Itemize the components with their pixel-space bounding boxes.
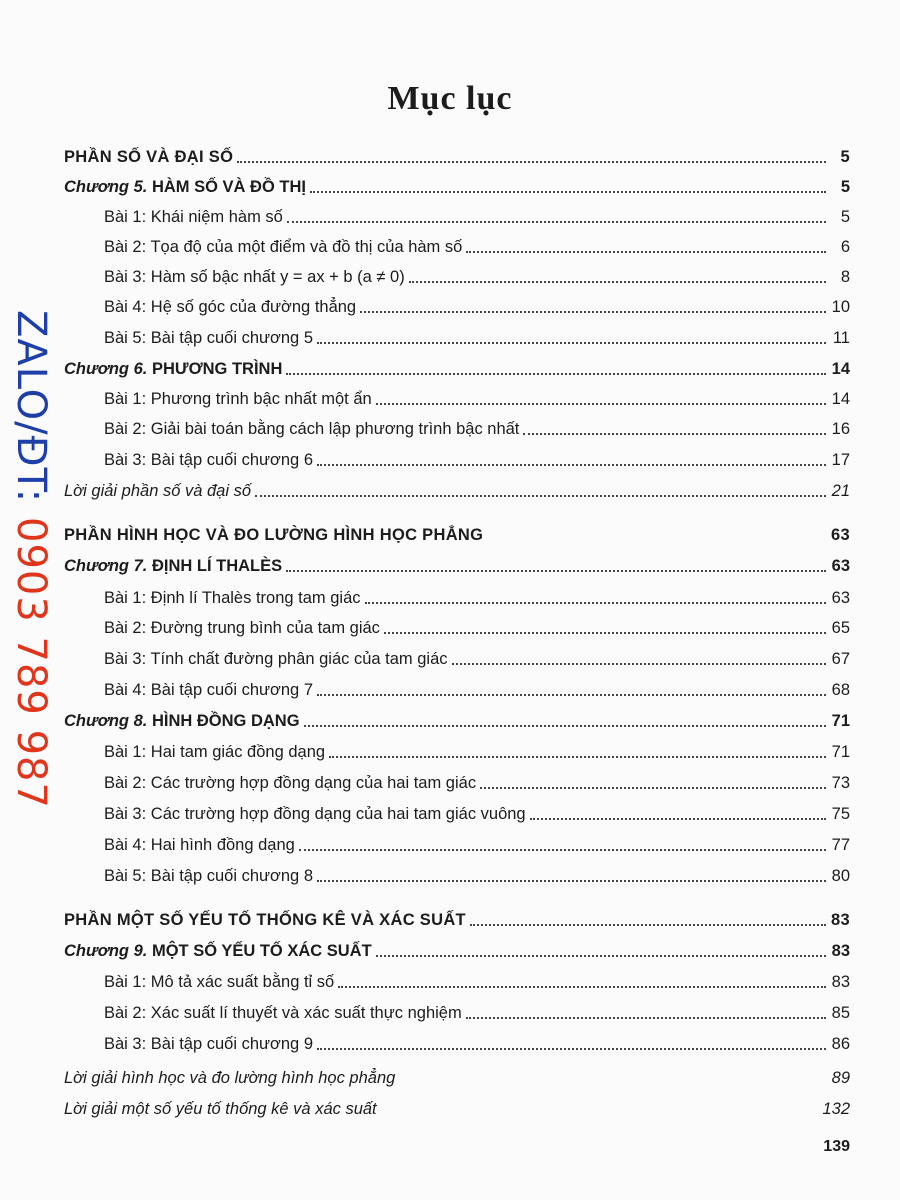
page-number: 139	[823, 1138, 850, 1155]
toc-entry-page: 11	[832, 329, 850, 347]
toc-entry-text: Bài 3: Các trường hợp đồng dạng của hai tam giác vuông	[104, 805, 526, 823]
dot-leader	[286, 372, 826, 375]
toc-entry-text: Bài 1: Định lí Thalès trong tam giác	[104, 589, 361, 607]
dot-leader	[365, 601, 827, 604]
toc-entry-text: Bài 2: Đường trung bình của tam giác	[104, 619, 380, 637]
toc-entry-text: Lời giải phần số và đại số	[64, 482, 252, 500]
toc-entry-page: 67	[831, 650, 850, 668]
dot-leader	[376, 402, 826, 405]
toc-entry-label	[64, 556, 282, 576]
dot-leader	[376, 954, 826, 957]
toc-entry-lesson-bai-1-phuong-trinh-bac-nhat-mot-an	[104, 379, 850, 409]
toc-entry-text: Bài 5: Bài tập cuối chương 5	[104, 329, 313, 347]
toc-entry-lesson-bai-4-hai-hinh-dong-dang	[104, 825, 850, 855]
toc-entry-label	[104, 972, 334, 992]
toc-entry-lesson-bai-3-ham-so-bac-nhat-y-ax-b-a-0	[104, 257, 850, 287]
toc-entry-text: Bài 1: Mô tả xác suất bằng tỉ số	[104, 973, 335, 991]
toc-entry-lesson-bai-2-duong-trung-binh-cua-tam-giac	[104, 608, 850, 638]
dot-leader	[384, 631, 826, 634]
toc-entry-text: Bài 3: Tính chất đường phân giác của tam giác	[104, 650, 448, 668]
toc-entry-text: Bài 2: Xác suất lí thuyết và xác suất thực nghiệm	[104, 1004, 462, 1022]
toc-entry-label	[104, 1003, 462, 1023]
toc-entry-text: Bài 4: Hai hình đồng dạng	[104, 836, 295, 854]
watermark-phone: 0903 789 987	[8, 517, 54, 810]
toc-entry-chapter-mot-so-yeu-to-xac-suat	[64, 931, 850, 961]
toc-entry-lesson-bai-5-bai-tap-cuoi-chuong-5	[104, 318, 850, 348]
toc-entry-lesson-bai-2-toa-do-cua-mot-diem-va-do-thi-cua-	[104, 227, 850, 257]
toc-entry-text: Bài 3: Bài tập cuối chương 9	[104, 1035, 313, 1053]
toc-entry-text: MỘT SỐ YẾU TỐ XÁC SUẤT	[151, 942, 372, 960]
toc-entry-lesson-bai-1-mo-ta-xac-suat-bang-ti-so	[104, 962, 850, 992]
toc-entry-text: Bài 2: Các trường hợp đồng dạng của hai tam giác	[104, 774, 477, 792]
toc-entry-page: 65	[831, 619, 850, 637]
dot-leader	[329, 755, 826, 758]
toc-entry-label	[104, 618, 380, 638]
toc-entry-label	[64, 177, 306, 197]
toc-entry-text: Bài 2: Tọa độ của một điểm và đồ thị của hàm số	[104, 238, 463, 256]
toc-entry-text: Bài 3: Bài tập cuối chương 6	[104, 451, 313, 469]
dot-leader	[466, 250, 826, 253]
toc-entry-text: PHẦN SỐ VÀ ĐẠI SỐ	[64, 148, 234, 166]
toc-entry-page: 83	[831, 911, 850, 929]
toc-entry-label	[64, 711, 300, 731]
dot-leader	[286, 569, 826, 572]
toc-entry-text: PHƯƠNG TRÌNH	[151, 360, 283, 378]
dot-leader	[299, 848, 826, 851]
toc-entry-lesson-bai-2-giai-bai-toan-bang-cach-lap-phuong	[104, 409, 850, 439]
toc-entry-text: PHẦN HÌNH HỌC VÀ ĐO LƯỜNG HÌNH HỌC PHẲNG	[64, 526, 484, 544]
dot-leader	[480, 786, 826, 789]
toc-entry-lesson-bai-4-he-so-goc-cua-duong-thang	[104, 287, 850, 317]
toc-entry-text: Lời giải một số yếu tố thống kê và xác suất	[64, 1100, 377, 1118]
chapter-prefix: Chương 9.	[64, 942, 148, 960]
toc-entry-lesson-bai-4-bai-tap-cuoi-chuong-7	[104, 670, 850, 700]
dot-leader	[255, 494, 826, 497]
toc-entry-page: 5	[840, 178, 850, 196]
toc-entry-part-phan-so-va-dai-so	[64, 137, 850, 167]
toc-entry-label	[64, 941, 372, 961]
toc-entry-text: HÌNH ĐỒNG DẠNG	[151, 712, 300, 730]
toc-entry-page: 17	[831, 451, 850, 469]
toc-entry-text: ĐỊNH LÍ THALÈS	[151, 557, 283, 575]
dot-leader	[487, 540, 826, 541]
page-title: Mục lục	[387, 80, 513, 117]
toc-entry-label	[104, 1034, 313, 1054]
toc-entry-text: Bài 1: Phương trình bậc nhất một ẩn	[104, 390, 372, 408]
toc-entry-text: HÀM SỐ VÀ ĐỒ THỊ	[151, 178, 306, 196]
toc-entry-lesson-bai-5-bai-tap-cuoi-chuong-8	[104, 856, 850, 886]
dot-leader	[310, 190, 826, 193]
dot-leader	[381, 1114, 819, 1115]
toc-entry-chapter-hinh-dong-dang	[64, 701, 850, 731]
toc-entry-label	[104, 207, 283, 227]
dot-leader	[523, 432, 826, 435]
dot-leader	[530, 817, 826, 820]
toc-entry-page: 73	[831, 774, 850, 792]
dot-leader	[317, 693, 826, 696]
toc-entry-lesson-bai-3-cac-truong-hop-dong-dang-cua-hai-t	[104, 794, 850, 824]
toc-entry-text: Bài 3: Hàm số bậc nhất y = ax + b (a ≠ 0)	[104, 268, 405, 286]
toc-entry-lesson-bai-3-tinh-chat-duong-phan-giac-cua-tam-	[104, 639, 850, 669]
dot-leader	[399, 1083, 826, 1084]
toc-entry-answer-loi-giai-mot-so-yeu-to-thong-ke-va-xac-s	[64, 1089, 850, 1119]
toc-entry-label	[104, 328, 313, 348]
toc-entry-page: 89	[831, 1069, 850, 1087]
toc-entry-label	[64, 525, 483, 545]
toc-entry-page: 5	[840, 208, 850, 226]
chapter-prefix: Chương 7.	[64, 557, 148, 575]
chapter-prefix: Chương 6.	[64, 360, 148, 378]
toc-entry-label	[104, 649, 448, 669]
toc-entry-page: 68	[831, 681, 850, 699]
toc-entry-page: 63	[831, 557, 850, 575]
dot-leader	[452, 662, 826, 665]
toc-entry-lesson-bai-3-bai-tap-cuoi-chuong-9	[104, 1024, 850, 1054]
toc-entry-label	[64, 910, 466, 930]
dot-leader	[317, 463, 826, 466]
chapter-prefix: Chương 5.	[64, 178, 148, 196]
toc-entry-label	[104, 419, 519, 439]
toc-entry-page: 5	[840, 148, 850, 166]
dot-leader	[317, 1047, 826, 1050]
toc-entry-part-phan-mot-so-yeu-to-thong-ke-va-xac-suat	[64, 900, 850, 930]
toc-entry-label	[104, 237, 462, 257]
toc-entry-page: 83	[831, 973, 850, 991]
toc-entry-page: 10	[831, 298, 850, 316]
dot-leader	[466, 1016, 826, 1019]
toc-entry-page: 75	[831, 805, 850, 823]
toc-entry-lesson-bai-3-bai-tap-cuoi-chuong-6	[104, 440, 850, 470]
toc-entry-page: 16	[831, 420, 850, 438]
toc-entry-chapter-phuong-trinh	[64, 349, 850, 379]
toc-entry-text: Bài 5: Bài tập cuối chương 8	[104, 867, 313, 885]
toc-entry-page: 14	[831, 390, 850, 408]
dot-leader	[317, 341, 826, 344]
toc-entry-page: 8	[840, 268, 850, 286]
toc-entry-chapter-ham-so-va-do-thi	[64, 167, 850, 197]
toc-entry-label	[104, 389, 372, 409]
toc-entry-text: PHẦN MỘT SỐ YẾU TỐ THỐNG KÊ VÀ XÁC SUẤT	[64, 911, 466, 929]
toc-entry-label	[104, 804, 526, 824]
toc-entry-label	[104, 297, 356, 317]
toc-entry-page: 83	[831, 942, 850, 960]
toc-entry-label	[64, 147, 233, 167]
chapter-prefix: Chương 8.	[64, 712, 148, 730]
dot-leader	[470, 923, 826, 926]
toc-entry-page: 80	[831, 867, 850, 885]
dot-leader	[360, 310, 826, 313]
toc-entry-text: Bài 4: Hệ số góc của đường thẳng	[104, 298, 357, 316]
toc-entry-label	[104, 450, 313, 470]
toc-entry-label	[64, 1099, 377, 1119]
toc-entry-label	[104, 680, 313, 700]
toc-entry-text: Bài 2: Giải bài toán bằng cách lập phương trình bậc nhất	[104, 420, 520, 438]
toc-entry-label	[64, 359, 282, 379]
toc-entry-label	[104, 866, 313, 886]
toc-entry-lesson-bai-1-dinh-li-thales-trong-tam-giac	[104, 578, 850, 608]
dot-leader	[409, 280, 826, 283]
toc-entry-page: 86	[831, 1035, 850, 1053]
toc-entry-label	[104, 835, 295, 855]
toc-entry-page: 132	[822, 1100, 850, 1118]
toc-entry-lesson-bai-1-khai-niem-ham-so	[104, 197, 850, 227]
toc-entry-label	[104, 588, 361, 608]
toc-entry-page: 63	[831, 589, 850, 607]
dot-leader	[287, 220, 826, 223]
dot-leader	[237, 160, 826, 163]
toc-entry-lesson-bai-2-cac-truong-hop-dong-dang-cua-hai-t	[104, 763, 850, 793]
dot-leader	[338, 985, 826, 988]
toc-entry-answer-loi-giai-hinh-hoc-va-do-luong-hinh-hoc-p	[64, 1058, 850, 1088]
dot-leader	[317, 879, 826, 882]
toc-entry-label	[64, 1068, 395, 1088]
toc-entry-page: 21	[831, 482, 850, 500]
toc-entry-part-phan-hinh-hoc-va-do-luong-hinh-hoc-phang	[64, 515, 850, 545]
toc-entry-page: 6	[840, 238, 850, 256]
toc-entry-text: Bài 1: Hai tam giác đồng dạng	[104, 743, 326, 761]
toc-entry-label	[64, 481, 251, 501]
toc-entry-text: Bài 1: Khái niệm hàm số	[104, 208, 283, 226]
toc-entry-label	[104, 773, 476, 793]
toc-entry-page: 63	[831, 526, 850, 544]
toc-entry-page: 77	[831, 836, 850, 854]
dot-leader	[304, 724, 826, 727]
toc-entry-page: 71	[831, 743, 850, 761]
toc-entry-page: 85	[831, 1004, 850, 1022]
toc-entry-page: 14	[831, 360, 850, 378]
toc-entry-label	[104, 267, 405, 287]
toc-entry-lesson-bai-2-xac-suat-li-thuyet-va-xac-suat-thu	[104, 993, 850, 1023]
watermark-prefix: ZALO/ĐT:	[8, 310, 54, 504]
toc-entry-text: Lời giải hình học và đo lường hình học phẳng	[64, 1069, 396, 1087]
toc-entry-text: Bài 4: Bài tập cuối chương 7	[104, 681, 313, 699]
toc-entry-chapter-dinh-li-thales	[64, 546, 850, 576]
toc-entry-page: 71	[831, 712, 850, 730]
toc-entry-lesson-bai-1-hai-tam-giac-dong-dang	[104, 732, 850, 762]
toc-entry-answer-loi-giai-phan-so-va-dai-so	[64, 471, 850, 501]
toc-entry-label	[104, 742, 325, 762]
